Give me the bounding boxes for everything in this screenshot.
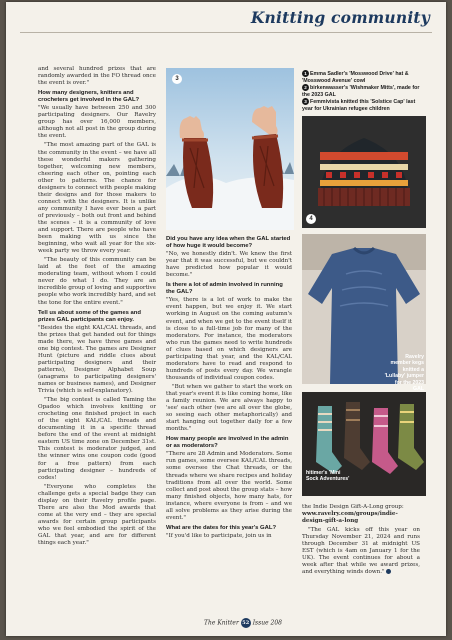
article-column-2 [166, 236, 292, 542]
issue-number: Issue 208 [252, 619, 282, 627]
page-header [6, 2, 446, 36]
photo-socks [302, 392, 426, 496]
photo-caption-group [302, 70, 426, 112]
caption-text: Emma Sadler's 'Mosswood Drive' hat & 'Mosswood Avenue' cowl [302, 70, 409, 84]
question-heading: Did you have any idea when the GAL started of how huge it would become? [166, 236, 291, 250]
group-link[interactable]: www.ravelry.com/groups/indie-design-gift-a-long [302, 511, 398, 525]
photo-number-badge: 3 [172, 74, 182, 84]
caption-number: 2 [302, 84, 309, 91]
paragraph: "The most amazing part of the GAL is the community in the event – we have all these wonderful makers gathering together, welcoming new members, cheering each other on, pointing each other to patterns. The chance for designers to connect with people making their designs and for those makers to connect with the designers. It is unlike any community I have ever been a part of previously – both out front and behind the scenes – it is a community of love and support. There are people who have been making with us since the beginning, who wait all year for the six-week party we throw every year. [38, 142, 156, 255]
page-number: 52 [242, 620, 250, 626]
photo-mitts [166, 68, 294, 230]
paragraph: "No, we honestly didn't. We knew the first year that it was successful, but we couldn't have predicted how popular it would become." [166, 251, 292, 279]
hat-illustration [302, 116, 426, 228]
photo-jumper [302, 234, 426, 393]
caption-text: birkenwasser's 'Wishmaker Mitts', made for the 2023 GAL [302, 85, 420, 98]
header-divider [20, 32, 432, 33]
paragraph: "The big contest is called Taming the Opadoo which involves knitting or crocheting one finished project in each of the eight KAL/CAL threads and documenting it in a specific thread before the end of the event at midnight eastern US time zone on December 31st. This contest is moderator judged, and the winner wins one coupon code (good for a free pattern) from each participating designer – hundreds of codes! [38, 397, 156, 481]
caption-number: 3 [302, 98, 309, 105]
paragraph: "We usually have between 250 and 300 participating designers. Our Ravelry group has over 16,000 members, although not all post in the group during the event. [38, 105, 156, 140]
paragraph: "There are 28 Admin and Moderators. Some run games, some oversee KAL/CAL threads, some oversee the Chat threads, or the threads where we share recipes and holiday traditions from all over the world. Some collect and post about the group stats – how many finished objects, how many hats, for instance, where everyone is from – and we all solve problems as they arise during the event." [166, 451, 292, 521]
magazine-name: The Knitter [204, 619, 239, 627]
section-title: Knitting community [250, 8, 430, 27]
paragraph: "Besides the eight KAL/CAL threads, and the prizes that get handed out for things made there, we have three games and one big contest. The games are Designer Hunt (picture and riddle clues about participating designers and their patterns), Designer Alphabet Soup (anagrams to participating designers' names or business names), and Designer Trivia (which is self-explanatory). [38, 324, 156, 395]
paragraph [302, 527, 420, 576]
photo-hat [302, 116, 426, 228]
paragraph: "If you'd like to participate, join us in [166, 532, 272, 539]
question-heading: How many designers, knitters and crocheters get involved in the GAL? [38, 90, 140, 104]
photo-number-badge: 4 [306, 214, 316, 224]
photo-caption-socks: hitimer's 'Mini Sock Adventures' [306, 470, 350, 483]
article-column-3 [302, 504, 420, 578]
mitts-illustration [166, 68, 294, 230]
magazine-page [6, 2, 446, 636]
paragraph: "Everyone who completes the challenge gets a special badge they can display on their Ravelry profile page. There are also the Mod awards that come at the very end – they are special awards for certain group participants who we feel embodied the spirit of the GAL that year, and are for different things each year." [38, 483, 156, 547]
article-column-1 [38, 66, 156, 549]
paragraph: the Indie Design Gift-A-Long group: [302, 504, 404, 510]
question-heading: What are the dates for this year's GAL? [166, 524, 277, 531]
caption-number: 1 [302, 70, 309, 77]
paragraph-text: "The GAL kicks off this year on Thursday November 21, 2024 and runs through December 31 at midnight US EST (which is 4am on January 1 for the UK). The event continues for about a week after that while we award prizes, and everything winds down." [302, 527, 420, 576]
caption-text: Femmivista knitted this 'Solstice Cap' last year for Ukrainian refugee children [302, 99, 416, 112]
end-of-article-icon [386, 569, 391, 574]
question-heading: How many people are involved in the admin or as moderators? [166, 436, 289, 450]
paragraph: "Yes, there is a lot of work to make the event happen, but we enjoy it. We start working in August on the coming autumn's event, and when we get to the event itself it is close to a full-time job for many of the moderators. For instance, the moderators who run the games need to write hundreds of clues based on which designers are participating that year, and the KAL/CAL moderators have to read and respond to hundreds of posts every day. We wrangle thousands of individual coupon codes. [166, 297, 292, 381]
paragraph: "The beauty of this community can be laid at the feet of the amazing moderating team, without whom I could never do what I do. They are an incredible group of loving and supportive people who work incredibly hard, and set the tone for the entire event." [38, 257, 156, 306]
question-heading: Is there a lot of admin involved in running the GAL? [166, 282, 283, 296]
photo-caption-jumper: Ravelry member kegs knitted a 'Lullaby' jumper for the 2023 GAL [384, 354, 424, 393]
page-footer [204, 618, 282, 628]
question-heading: Tell us about some of the games and prizes GAL participants can enjoy. [38, 309, 141, 323]
paragraph: "But when we gather to start the work on that year's event it is like coming home, like a family reunion. We are always happy to 'see' each other (we are all over the globe, so seeing each other metaphorically) and start hanging out together daily for a few months." [166, 383, 292, 433]
paragraph: and several hundred prizes that are randomly awarded in the FO thread once the event is over." [38, 66, 156, 87]
